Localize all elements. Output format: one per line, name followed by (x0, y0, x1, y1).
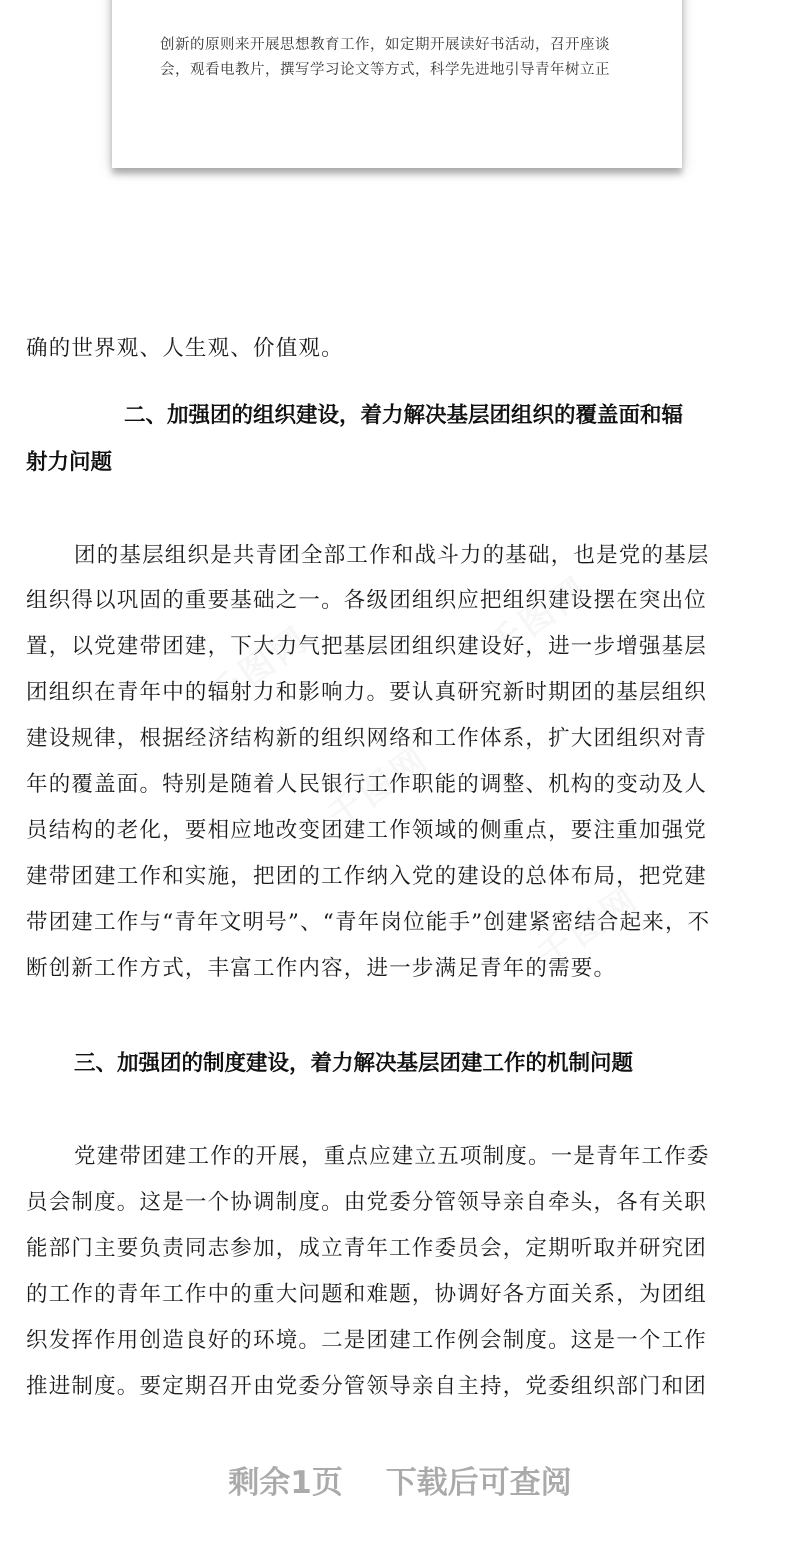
paragraph-line: 员会制度。这是一个协调制度。由党委分管领导亲自牵头，各有关职 (26, 1190, 708, 1215)
remaining-pages-label: 剩余1页 (228, 1465, 343, 1501)
section-2-heading: 二、加强团的组织建设，着力解决基层团组织的覆盖面和辐 (124, 403, 684, 428)
paragraph-line: 的工作的青年工作中的重大问题和难题，协调好各方面关系，为团组 (26, 1282, 708, 1307)
paragraph-line: 组织得以巩固的重要基础之一。各级团组织应把组织建设摆在突出位 (26, 588, 708, 613)
paragraph-line: 能部门主要负责同志参加，成立青年工作委员会，定期听取并研究团 (26, 1236, 708, 1261)
paragraph-line: 推进制度。要定期召开由党委分管领导亲自主持，党委组织部门和团 (26, 1374, 708, 1399)
section-2-heading-cont: 射力问题 (26, 450, 113, 475)
paragraph-line: 年的覆盖面。特别是随着人民银行工作职能的调整、机构的变动及人 (26, 772, 708, 797)
paragraph-line: 员结构的老化，要相应地改变团建工作领域的侧重点，要注重加强党 (26, 818, 708, 843)
section-3-heading: 三、加强团的制度建设，着力解决基层团建工作的机制问题 (74, 1051, 634, 1076)
paragraph-line: 团的基层组织是共青团全部工作和战斗力的基础，也是党的基层 (74, 543, 710, 568)
download-prompt[interactable] (0, 1465, 800, 1501)
download-to-view-label[interactable]: 下载后可查阅 (385, 1465, 572, 1501)
paragraph-line: 带团建工作与“青年文明号”、“青年岗位能手”创建紧密结合起来，不 (26, 910, 711, 935)
paragraph-line: 织发挥作用创造良好的环境。二是团建工作例会制度。这是一个工作 (26, 1328, 708, 1353)
continuation-text: 确的世界观、人生观、价值观。 (26, 336, 344, 361)
page-preview-card (112, 0, 682, 168)
paragraph-line: 团组织在青年中的辐射力和影响力。要认真研究新时期团的基层组织 (26, 680, 708, 705)
paragraph-line: 建设规律，根据经济结构新的组织网络和工作体系，扩大团组织对青 (26, 726, 708, 751)
preview-text-line: 会，观看电教片，撰写学习论文等方式，科学先进地引导青年树立正 (160, 62, 610, 78)
paragraph-line: 断创新工作方式，丰富工作内容，进一步满足青年的需要。 (26, 956, 617, 981)
paragraph-line: 建带团建工作和实施，把团的工作纳入党的建设的总体布局，把党建 (26, 864, 708, 889)
preview-text-line: 创新的原则来开展思想教育工作，如定期开展读好书活动，召开座谈 (160, 37, 610, 53)
paragraph-line: 置，以党建带团建，下大力气把基层团组织建设好，进一步增强基层 (26, 634, 708, 659)
paragraph-line: 党建带团建工作的开展，重点应建立五项制度。一是青年工作委 (74, 1144, 710, 1169)
